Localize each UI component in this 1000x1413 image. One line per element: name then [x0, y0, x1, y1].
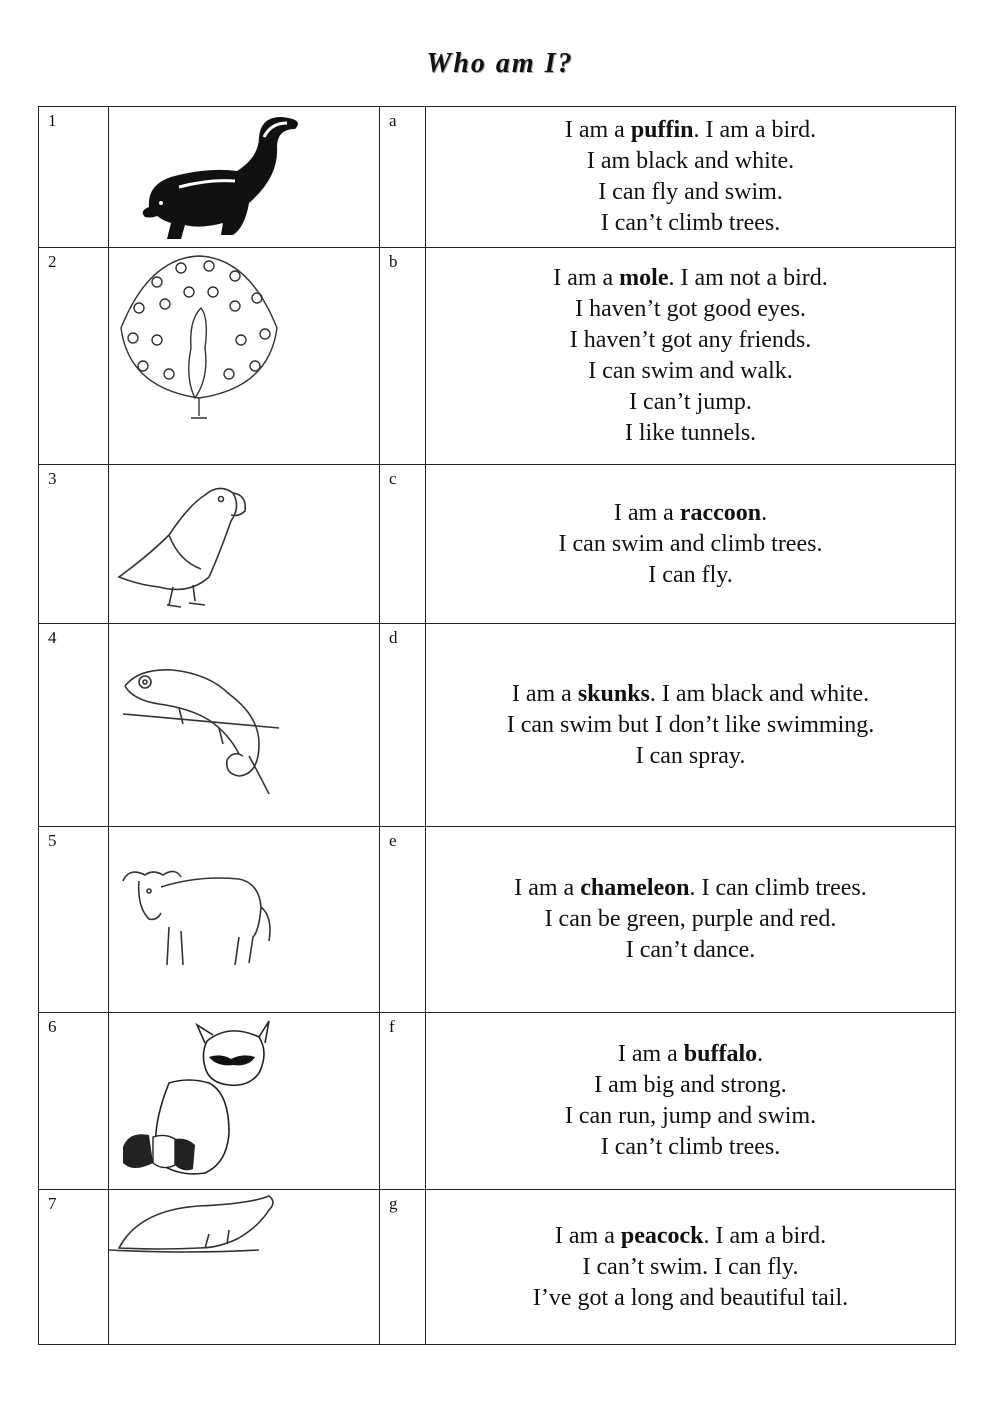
raccoon-icon	[109, 1013, 380, 1190]
description-line: I’ve got a long and beautiful tail.	[532, 1284, 849, 1311]
table-row	[39, 1190, 956, 1345]
table-row	[39, 465, 956, 624]
description-line: I can’t swim. I can fly.	[582, 1253, 799, 1280]
row-letter: d	[380, 624, 426, 827]
row-number: 4	[39, 624, 109, 827]
description-line: I can fly and swim.	[598, 179, 783, 205]
description-line: I am big and strong.	[594, 1072, 787, 1098]
description-line: I like tunnels.	[624, 420, 757, 446]
description-line: I am a puffin. I am a bird.	[564, 117, 817, 143]
peacock-drawing	[109, 248, 379, 464]
description-cell	[426, 1013, 956, 1190]
row-letter: f	[380, 1013, 426, 1190]
table-row	[39, 827, 956, 1013]
page-title: Who am I?	[426, 48, 574, 79]
description-line: I am a mole. I am not a bird.	[553, 265, 828, 291]
row-letter: e	[380, 827, 426, 1013]
description-cell	[426, 107, 956, 248]
chameleon-drawing	[109, 624, 379, 826]
description-cell	[426, 624, 956, 827]
matching-table	[38, 106, 956, 1345]
row-letter: b	[380, 248, 426, 465]
buffalo-drawing	[109, 827, 379, 1012]
row-number: 7	[39, 1190, 109, 1345]
raccoon-drawing	[109, 1013, 379, 1189]
description-line: I can’t climb trees.	[600, 210, 781, 236]
puffin-icon	[109, 465, 380, 624]
table-row	[39, 107, 956, 248]
description-line: I am a skunks. I am black and white.	[511, 680, 870, 707]
description-line: I am black and white.	[586, 148, 795, 174]
description-line: I can’t climb trees.	[600, 1134, 781, 1160]
description-cell	[426, 465, 956, 624]
puffin-drawing	[109, 465, 379, 623]
description-line: I am a buffalo.	[617, 1041, 764, 1067]
description-cell	[426, 827, 956, 1013]
row-letter: c	[380, 465, 426, 624]
description-line: I can swim and climb trees.	[558, 530, 823, 557]
row-letter: g	[380, 1190, 426, 1345]
skunk-icon	[109, 107, 380, 248]
row-number: 6	[39, 1013, 109, 1190]
row-number: 3	[39, 465, 109, 624]
description-line: I haven’t got any friends.	[569, 327, 812, 353]
description-line: I can fly.	[648, 561, 733, 588]
description-line: I can swim and walk.	[588, 358, 793, 384]
buffalo-icon	[109, 827, 380, 1013]
description-line: I can be green, purple and red.	[544, 906, 837, 932]
description-line: I am a chameleon. I can climb trees.	[514, 875, 867, 901]
description-cell	[426, 248, 956, 465]
description-line: I am a peacock. I am a bird.	[554, 1222, 827, 1249]
row-number: 5	[39, 827, 109, 1013]
description-line: I can spray.	[635, 742, 746, 769]
table-row	[39, 624, 956, 827]
mole-icon	[109, 1190, 380, 1345]
row-number: 1	[39, 107, 109, 248]
row-number: 2	[39, 248, 109, 465]
description-line: I can swim but I don’t like swimming.	[506, 711, 875, 738]
table-row	[39, 1013, 956, 1190]
description-line: I haven’t got good eyes.	[575, 296, 806, 322]
peacock-icon	[109, 248, 380, 465]
row-letter: a	[380, 107, 426, 248]
chameleon-icon	[109, 624, 380, 827]
description-line: I can’t dance.	[625, 937, 756, 963]
skunk-drawing	[109, 107, 379, 247]
description-line: I am a raccoon.	[613, 499, 768, 526]
description-line: I can’t jump.	[629, 389, 752, 415]
mole-drawing	[109, 1190, 379, 1344]
description-line: I can run, jump and swim.	[564, 1103, 817, 1129]
table-row	[39, 248, 956, 465]
description-cell	[426, 1190, 956, 1345]
